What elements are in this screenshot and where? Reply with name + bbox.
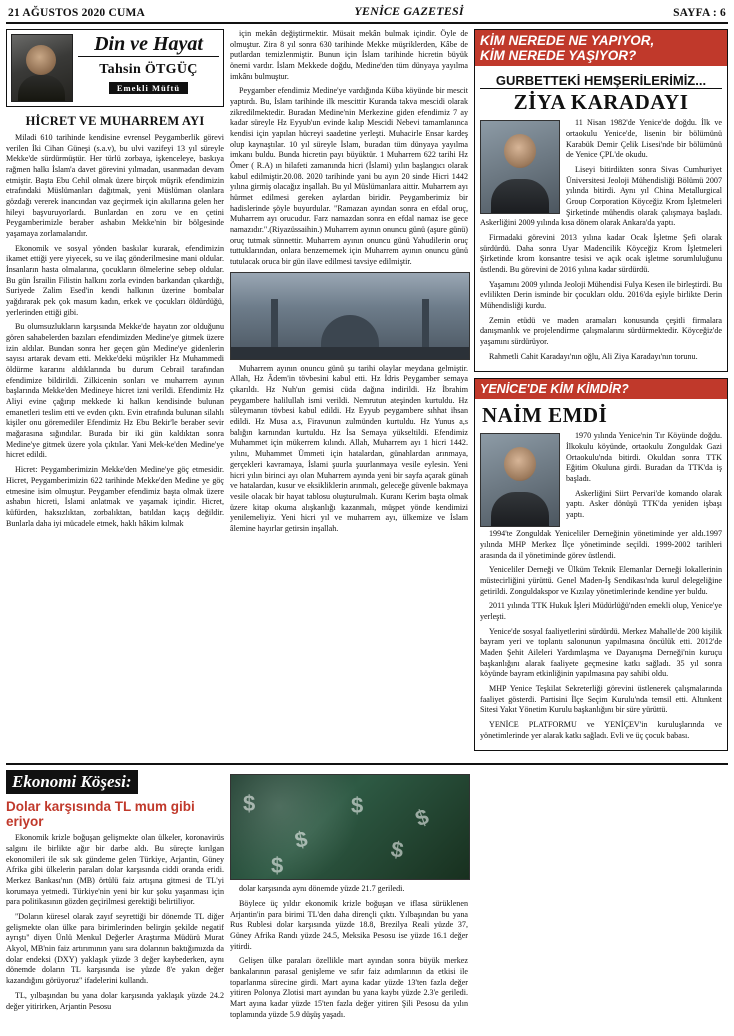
paragraph: 1994'te Zonguldak Yeniceliler Derneğinin yönetiminde yer aldı.1997 yılında MHP Merkez İlçe yönetiminde seçildi. 1999-2002 tarihleri arasında da il yönetiminde görev üstlendi. — [480, 529, 722, 560]
person2-bio — [480, 431, 722, 741]
person-name: ZİYA KARADAYI — [513, 90, 689, 115]
paragraph: "Doların küresel olarak zayıf seyrettiği bir dönemde TL diğer gelişmekte olan ülke para birimlerinden belirgin şekilde negatif ayrıştı" diyen Ünlü Menkul Değerler Araştırma Müdürü Murat Akyol, MB'nin faiz artırımının yanı sıra dolarının baktığımızda da dolar endeksi (DXY) yaklaşık yüzde 3 değer kaybederken, aynı dönemde doların TL karşısında ise yüzde 8'e yakın değer kazandığını görüyoruz" ifadelerini kullandı. — [6, 912, 224, 986]
article-headline: HİCRET VE MUHARREM AYI — [25, 114, 205, 128]
paragraph: 1970 yılında Yenice'nin Tır Köyünde doğdu. İlkokulu köyünde, ortaokulu Zonguldak Gazi Ortaokulu'nda bitirdi. Okuldan sonra TTK Eğitim Okuluna girdi. Buradan da TTK'da iş başladı. — [566, 431, 722, 484]
dome-shape — [321, 315, 379, 349]
box2-header-bar: YENİCE'DE KİM KİMDİR? — [475, 379, 727, 399]
dollar-sign-icon: $ — [271, 853, 284, 879]
minaret-right — [422, 299, 429, 351]
paragraph: 11 Nisan 1982'de Yenice'de doğdu. İlk ve ortaokulu Yenice'de, lisenin bir bölümünü Karabük Demir Çelik Lisesi'nde bir bölümünü de Yenice ÇPL'de okudu. — [566, 118, 722, 160]
masthead-title: YENİCE GAZETESİ — [354, 4, 464, 18]
column-brand-title: Din ve Hayat — [78, 34, 219, 57]
paragraph: Böylece üç yıldır ekonomik krizle boğuşan ve iflasa sürüklenen Arjantin'in para birimi TL'den daha dirençli çıktı. Yılbaşından bu yana Rus Rublesi dolar karşısında yüzde 18.8, Brezilya Reali yüzde 37, Güney Afrika Randı yüzde 24.5, Meksika Pesosu ise yüzde 16.1 değer yitirdi. — [230, 899, 468, 951]
paragraph: Yenice'de sosyal faaliyetlerini sürdürdü. Merkez Mahalle'de 200 kişilik bayram yeri ve toplantı salonunun yapılmasına öncülük etti. 2012'de Maden Şehit Aileleri Yardımlaşma ve Dayanışma Derneği'nin kuruçu başkanlığını alarak faaliyete geçmesine katkı sağladı. 35 yıl sonra köyünde bayram etkinliğinin yapılmasına pay sahibi oldu. — [480, 626, 722, 679]
paragraph: Yeniceliler Derneği ve Ülküm Teknik Elemanlar Derneği lokallerinin müstecirliğini yürüttü. Genel Maden-İş Sendikası'nda kurul delegeliğine getirildi. Zonguldakspor ve Kızılay yönetimlerinde kendine yer buldu. — [480, 565, 722, 596]
ekonomi-kosesi-section — [6, 763, 728, 1024]
dollar-sign-icon: $ — [389, 836, 406, 864]
paragraph: Yaşamını 2009 yılında Jeoloji Mühendisi Fulya Kesen ile birleştirdi. Bu evlilikten Derin isminde bir çocukları oldu. 2016'da eşiyle birlikte Derin Mühendisliği kurdu. — [480, 279, 722, 310]
column-two — [230, 29, 468, 757]
paragraph: için mekân değiştirmektir. Müsait mekân bulmak içindir. Öyle de olmuştur. Zira 8 yıl sonra 630 tarihinde Mekke müşriklerden, Kâbe de putlardan temizlenmiştir. Bunun için İslam tarihinde hicretin büyük önemi vardır. İslam Mekkede doğdu, Medine'den tüm dünyaya yayılma imkânı bulmuştur. — [230, 29, 468, 81]
minaret-left — [271, 299, 278, 351]
ekonomi-col-one — [6, 770, 224, 1024]
paragraph: Bu olumsuzlukların karşısında Mekke'de hayatın zor olduğunu gören sahabelerden bazıları efendimizden Medine'ye gitmek üzere izin aldılar. Bundan sonra her geçen gün Medine'ye gidenlerin sayısı artarak devam etti. Mekke'deki müşrikler Hz Muhammedi öldürme kararını aldıklarında bu durum Cebrail tarafından efendimize bildirildi. Zilkicenin sonları ve muharrem ayının başlarında Mekke'den Medineye hicret izni verildi. Efendimiz Hz Aliyi evine çağırıp mekkede ki halkın kendisinde bulunan emanetleri teslim etti ve evden çıktı. Evin etrafında bulunan silahlı kişiler onu göremediler Efendimiz Hz Ebu Bekir'le beraber sevir mağarasına sığındılar. Burada bir iki gün kaldıktan sonra Medine'ye gitmek üzere yola çıktılar. Yani Mek-ke'den Medine'ye hicret edildi. — [6, 322, 224, 460]
masthead — [6, 4, 728, 24]
main-columns — [6, 29, 728, 757]
mosque-photo — [230, 272, 470, 360]
ekonomi-subtitle: Dolar karşısında TL mum gibi eriyor — [6, 799, 195, 830]
dollar-sign-icon: $ — [351, 793, 364, 819]
paragraph: Hicret: Peygamberimizin Mekke'den Medine'ye göç etmesidir. Hicret, Peygamberimizin 622 tarihinde Mekke'den Medine ye göç etmesine isim olmuştur. Peygamber efendimiz başta olmak üzere ashabın hicreti, İslami anlatmak ve yaşamak içindir. Hicret, küfürden, haksızlıktan, zorbalıktan, batıldan kaçış değildir. Bunlarla daha iyi mücadele etmek, haklı hâkim kılmak — [6, 465, 224, 528]
ekonomi-col-two — [230, 770, 468, 1024]
article-body-col1 — [6, 133, 224, 529]
person2-name: NAİM EMDİ — [482, 403, 608, 428]
masthead-date: 21 AĞUSTOS 2020 CUMA — [8, 7, 146, 19]
author-role: Emekli Müftü — [109, 82, 188, 94]
article-body-col2 — [230, 29, 468, 535]
paragraph: Muharrem ayının onuncu günü şu tarihi olaylar meydana gelmiştir. Allah, Hz Âdem'in tövbesini kabul etti. Hz İdris Peygamber semaya çıkarıldı. Hz Nuh'un gemisi cüda dağına indirildi. Hz İbrahim peygambere halilullah ismi verildi. Nemrutun ateşinden kurtuldu. Hz süleymanın tövbesi kabul edildi. Hz Eyyub peygambere sıhhat ihsan edildi. Hz Musa a.s, Firavunun zulmünden kurtuldu. Hz Yunus a,s balığın karnından kurtuldu. Hz İsa Semaya yükseltildi. Efendimiz Muhammet için mükerrem kılındı. Allah, Muharrem ayı 1 hicri 1442. yılını, Muhammet Ümmeti için hatalardan, günahlardan arınmaya, gerçekleri kavramaya, İslami şuurla şuurlanmaya vesile eylesin. Yeni hicri yılın birinci ayı olan Muharrem ayında yeni bir sayfa açarak günah ve hatalardan, kusur ve eksikliklerin arınmalı, geleceğe güvenle bakmaya vesile olacak bir hayat tablosu oluşturulmalı. Kuranı Kerim başta olmak üzere kitap okuma alışkanlığı kazanmalı, müşpet yönde kendimizi yenilemeliyiz. Yeni hicri yıl ve muharrem ayı, ülkemize ve İslam âlemine hayırlar getirsin inşallah. — [230, 363, 468, 533]
ekonomi-title: Ekonomi Köşesi: — [6, 770, 138, 794]
paragraph: 2011 yılında TTK Hukuk İşleri Müdürlüğü'nden emekli olup, Yenice'ye yerleşti. — [480, 601, 722, 622]
author-photo — [11, 34, 73, 102]
masthead-page-number: SAYFA : 6 — [673, 7, 726, 19]
paragraph: dolar karşısında aynı dönemde yüzde 21.7 geriledi. — [239, 884, 405, 894]
person-portrait — [480, 120, 560, 214]
column-one — [6, 29, 224, 757]
paragraph: Miladi 610 tarihinde kendisine evrensel Peygamberlik görevi verilen İki Cihan Güneşi (s.a.v), bu ulvi vazifeyi 13 yıl süreyle Mekke'de sürdürmüştür. Her türlü zorbaya, işkenceleye, baskıya rağmen halkı İslam'a davet görevini yılmadan, usanmadan devam etmiştir. Başta Ebu Cehil olmak üzere birçok müşrik efendimizin etrafındaki Müslümanları dağıtmak, yeni Müslüman olanlara gözdağı vererek inancından vaz geçirmek için akıllarına gelen her hileyi başvuruyorlardı. Bunlardan en zoru ve en çetini Peygamberimizle beraber ashabın Mekke'nin bir bölgesinde yaşamaya zorlamalarıdır. — [6, 133, 224, 239]
dollar-money-photo — [230, 774, 470, 880]
ekonomi-body-col2 — [230, 884, 468, 1020]
paragraph: Gelişen ülke paraları özellikle mart ayından sonra büyük merkez bankalarının parasal genişleme ve sıfır faiz adımlarının da etkisi ile toparlanma sürecine girdi. Mart ayına kadar yüzde 13'ten fazla değer yitiren Polonya Zlotisi mart ayından bu yana kaybı yüzde 2.3'e geriledi. Mart ayına kadar yüzde 15'ten fazla değer yitiren Şili Pesosu da yılın toplamında yüzde 5.9 düşüş yaşadı. — [230, 956, 468, 1019]
paragraph: TL, yılbaşından bu yana dolar karşısında yaklaşık yüzde 24.2 değer yitirirken, Arjantin Pesosu — [6, 990, 224, 1011]
paragraph: Askerliğini Siirt Pervari'de komando olarak yaptı. Asker dönüşü TTK'da yeniden işbaşı yaptı. — [566, 488, 722, 520]
paragraph: Ekonomik ve sosyal yönden baskılar kurarak, efendimizin ikamet ettiği yere yiyecek, su ve ilaç gönderilmesine mani oldular. İnsanların hasta olmalarına, çocukların ölmelerine sebep oldular. Bu gün İsrailin Filistin halkını zorla evinden barkandan çıkardığı, Suriyede Zalim Esed'in kendi halkının üzerine bombalar yağdırarak pek çok masum kadın, erkek ve çocukları öldürdüğü, yerlerinden ettiği gibi. — [6, 243, 224, 317]
paragraph: MHP Yenice Teşkilat Sekreterliği görevini üstlenerek çalışmalarında faaliyet gösterdi. Partisini İlçe Seçim Kurulu'nda temsil etti. Altınkent Sitesi Yakıt Yönetim Kurulu başkanlığını bir süre yürüttü. — [480, 684, 722, 715]
ekonomi-body-col1 — [6, 833, 224, 1012]
person2-portrait — [480, 433, 560, 527]
paragraph: Peygamber efendimiz Medine'ye vardığında Küba köyünde bir mescit yaptırdı. Bu, İslam tarihinde ilk mescittir Kuranda takva mescidi olarak zikredilmektedir. Buradan Medine'nin Merkezine giden efendimiz 7 ay kadar süreyle Hz Eyyub'un evinde kalıp Mescidi Nebevi tamamlanınca kendisi için yapılan hücreyi saadetine yerleşti. Muhacirle Ensar kardeş olup kaynaştılar. 10 yıl süreyle İslam, buradan tüm dünyaya yayılma imkanı buldu. Bunda hicretin payı büyüktür. 1 Muharrem 622 tarihi Hz Ömer ( R.A) ın hilafeti zamanında hicri (İslami) yılın başlangıcı olarak kabul edilmiştir.20.08. 2020 tarihinde yani bu ayın 20 sinde Hicri 1442 yılına girmiş olacağız inşallah. Bu yıl Müslümanlara aittir. Muharrem ayı hürmet edilmesi gereken aylardan biridir. Peygamberimiz bir hadislerinde şöyle buyurdular. "Ramazan ayından sonra en efdal oruç, Muharrem ayı orucudur. Farz namazdan sonra en efdal namaz ise gece namazıdır.".(Riyazüssaihin.) Muharrem ayının onuncu günü (aşure günü) oruç tutmak sünnettir. Muharrem ayının onuncu günü Yahudilerin oruç tuttuklarından, onlara benzememek için Muharrem ayının onuncu günü tutulacak oruca bir gün ilave edilmesi tavsiye edilmiştir. — [230, 86, 468, 267]
column-three — [474, 29, 728, 757]
dollar-sign-icon: $ — [243, 791, 256, 817]
author-name: Tahsin ÖTGÜÇ — [99, 62, 198, 77]
paragraph: Liseyi bitirdikten sonra Sivas Cumhuriyet Üniversitesi Jeoloji Mühendisliği Bölümü 2007 yılında bitirdi. Aynı yıl China Metallurgical Group Corporation Köyceğiz Krom İşletmeleri Şirketinde mühendis olarak çalışmaya başladı. Askerliğini 2009 yılında kısa dönem olarak Ankara'da yaptı. — [480, 164, 722, 228]
photo-ground — [231, 347, 469, 359]
paragraph: YENİCE PLATFORMU ve YENİÇEV'in kuruluşlarında ve yönetimlerinde yer alarak katkı sağladı. Evli ve üç çocuk babası. — [480, 720, 722, 740]
paragraph: Zemin etüdü ve maden aramaları konusunda çeşitli firmalara danışmanlık ve projelendirme çalışmalarını sürdürmektedir. Köyceğiz'de yaşamını sürdürüyor. — [480, 315, 722, 346]
paragraph: Firmadaki görevini 2013 yılına kadar Ocak İşletme Şefi olarak sürdürdü. Daha sonra Uyar Madencilik Köyceğiz Krom İşletmeleri Şirketinde krom konsantre tesisi ve açık ocak işletme sorumluluğunu üstlendi. Bu görevini de 2016 yılına kadar sürdürdü. — [480, 232, 722, 274]
ekonomi-col-three-spacer — [474, 770, 728, 1024]
paragraph: Rahmetli Cahit Karadayı'nın oğlu, Ali Ziya Karadayı'nın torunu. — [489, 351, 698, 361]
person-bio — [480, 118, 722, 362]
dollar-sign-icon: $ — [292, 826, 310, 854]
box-header-bar — [475, 30, 727, 66]
dollar-sign-icon: $ — [411, 804, 432, 832]
box-kicker: GURBETTEKİ HEMŞERİLERİMİZ... — [480, 73, 722, 89]
din-ve-hayat-box — [6, 29, 224, 107]
gurbetteki-hemserilerimiz-box — [474, 29, 728, 372]
box-header-line1: KİM NEREDE NE YAPIYOR, — [480, 33, 655, 48]
box-header-line2: KİM NEREDE YAŞIYOR? — [480, 48, 637, 64]
yenicede-kim-kimdir-box — [474, 378, 728, 751]
paragraph: Ekonomik krizle boğuşan gelişmekte olan ülkeler, koronavirüs salgını ile birlikte ağır bir darbe aldı. Bu süreçte kırılgan ekonomileri ile sık sık gündeme gelen Türkiye, Arjantin, Güney Afrika gibi ülkelerin paraları dolar karşısında ciddi oranda eridi. Merkez Bankası'nın (MB) örtülü faiz artışına gitmesi de TL'yi korumaya yetmedi. Türkiye'nin yeni bir kur şoku yaşanması için para politikasının gözden geçirilmesi gerektiği belirtiliyor. — [6, 833, 224, 907]
